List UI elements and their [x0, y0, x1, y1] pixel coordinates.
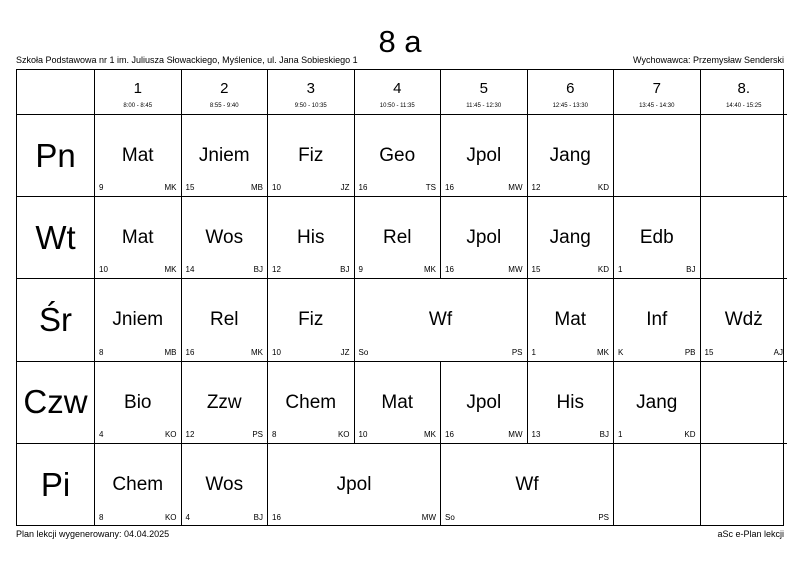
period-number: 6: [566, 80, 575, 97]
lesson-subject: Wos: [205, 227, 244, 249]
lesson-teacher: MK: [164, 265, 177, 275]
school-name: Szkoła Podstawowa nr 1 im. Juliusza Słowackiego, Myślenice, ul. Jana Sobieskiego 1: [16, 55, 358, 65]
lesson-room: 16: [445, 429, 454, 439]
lesson-cell: [441, 444, 614, 526]
software-credit: aSc e-Plan lekcji: [717, 529, 784, 539]
lesson-room: 1: [618, 265, 623, 275]
period-number: 2: [220, 80, 229, 97]
lesson-teacher: JZ: [340, 347, 350, 357]
lesson-room: 8: [99, 512, 104, 522]
lesson-teacher: BJ: [340, 265, 350, 275]
empty-lesson-cell: [701, 197, 788, 279]
lesson-subject: Wdż: [724, 309, 763, 331]
lesson-subject: Mat: [381, 391, 414, 413]
empty-lesson-cell: [701, 362, 788, 444]
day-label: Pi: [17, 444, 95, 526]
lesson-cell: [95, 115, 182, 197]
period-time: 8:00 - 8:45: [123, 103, 153, 109]
lesson-cell: [95, 362, 182, 444]
period-time: 11:45 - 12:30: [466, 103, 502, 109]
lesson-teacher: MW: [421, 512, 436, 522]
period-number: 4: [393, 80, 402, 97]
period-number: 3: [306, 80, 315, 97]
lesson-room: So: [445, 512, 455, 522]
lesson-subject: Rel: [209, 309, 239, 331]
lesson-cell: [614, 279, 701, 361]
lesson-cell: [95, 197, 182, 279]
lesson-room: 9: [99, 183, 104, 193]
lesson-room: 16: [445, 183, 454, 193]
empty-lesson-cell: [701, 115, 788, 197]
period-header: [182, 70, 269, 115]
lesson-cell: [528, 197, 615, 279]
lesson-subject: Rel: [382, 227, 412, 249]
lesson-teacher: MB: [164, 347, 177, 357]
empty-lesson-cell: [614, 115, 701, 197]
lesson-cell: [268, 362, 355, 444]
lesson-subject: Wf: [428, 309, 453, 331]
period-header: [268, 70, 355, 115]
lesson-teacher: PS: [252, 429, 263, 439]
period-time: 13:45 - 14:30: [639, 103, 675, 109]
homeroom-teacher: Wychowawca: Przemysław Senderski: [633, 55, 784, 65]
period-header: [528, 70, 615, 115]
period-header: [614, 70, 701, 115]
lesson-subject: Geo: [379, 145, 416, 166]
lesson-room: 15: [704, 347, 714, 357]
class-title: 8 a: [378, 24, 422, 59]
day-label: Pn: [17, 115, 95, 197]
lesson-room: 12: [185, 429, 195, 439]
lesson-room: 9: [358, 265, 363, 275]
lesson-room: K: [618, 347, 624, 357]
lesson-cell: [182, 115, 269, 197]
generated-date: Plan lekcji wygenerowany: 04.04.2025: [16, 529, 170, 539]
lesson-teacher: KO: [164, 512, 177, 522]
lesson-cell: [182, 197, 269, 279]
lesson-cell: [355, 197, 442, 279]
day-label: Śr: [17, 279, 95, 361]
lesson-room: 1: [618, 429, 623, 439]
lesson-subject: Bio: [124, 391, 152, 413]
lesson-subject: His: [297, 227, 325, 249]
lesson-subject: Jang: [549, 227, 591, 249]
lesson-room: 8: [272, 429, 277, 439]
lesson-room: 15: [185, 183, 195, 193]
lesson-cell: [268, 279, 355, 361]
lesson-subject: Jniem: [198, 145, 250, 166]
period-header: [95, 70, 182, 115]
lesson-teacher: PS: [511, 347, 523, 357]
lesson-cell: [182, 279, 269, 361]
lesson-room: 1: [531, 347, 536, 357]
lesson-cell: [268, 115, 355, 197]
lesson-cell: [95, 279, 182, 361]
lesson-teacher: BJ: [253, 512, 263, 522]
lesson-room: 15: [531, 265, 541, 275]
lesson-cell: [441, 197, 528, 279]
lesson-teacher: JZ: [340, 183, 350, 193]
lesson-subject: Mat: [121, 145, 154, 166]
lesson-teacher: KD: [684, 429, 696, 439]
lesson-room: 10: [272, 347, 281, 357]
lesson-room: 8: [99, 347, 104, 357]
period-number: 7: [652, 80, 661, 97]
lesson-room: So: [358, 347, 369, 357]
lesson-subject: Zzw: [206, 391, 242, 413]
day-label: Czw: [17, 362, 95, 444]
lesson-cell: [441, 362, 528, 444]
lesson-room: 13: [531, 429, 541, 439]
lesson-cell: [614, 197, 701, 279]
lesson-subject: Jpol: [466, 227, 502, 249]
lesson-cell: [528, 362, 615, 444]
lesson-room: 16: [445, 265, 454, 275]
lesson-cell: [701, 279, 788, 361]
lesson-subject: Jpol: [336, 473, 372, 495]
lesson-teacher: PB: [684, 347, 696, 357]
lesson-room: 16: [272, 512, 281, 522]
period-time: 8:55 - 9:40: [209, 103, 239, 109]
lesson-cell: [355, 115, 442, 197]
lesson-room: 10: [358, 429, 368, 439]
lesson-subject: Jang: [636, 391, 678, 413]
lesson-teacher: KD: [597, 183, 609, 193]
lesson-room: 10: [99, 265, 108, 275]
lesson-teacher: MK: [424, 429, 436, 439]
lesson-cell: [355, 362, 442, 444]
lesson-teacher: BJ: [686, 265, 696, 275]
period-time: 12:45 - 13:30: [552, 103, 588, 109]
lesson-cell: [528, 279, 615, 361]
lesson-subject: Jpol: [466, 391, 502, 413]
lesson-cell: [441, 115, 528, 197]
lesson-room: 4: [185, 512, 190, 522]
lesson-teacher: PS: [598, 512, 609, 522]
period-time: 9:50 - 10:35: [294, 103, 327, 109]
empty-lesson-cell: [614, 444, 701, 526]
lesson-cell: [268, 197, 355, 279]
lesson-teacher: MK: [597, 347, 609, 357]
lesson-subject: Fiz: [298, 309, 324, 331]
lesson-cell: [614, 362, 701, 444]
lesson-teacher: TS: [425, 183, 436, 193]
lesson-room: 14: [185, 265, 195, 275]
lesson-cell: [268, 444, 441, 526]
lesson-teacher: BJ: [599, 429, 609, 439]
lesson-subject: Fiz: [298, 145, 324, 166]
lesson-teacher: MK: [424, 265, 436, 275]
period-number: 5: [479, 80, 488, 97]
period-number: 1: [133, 80, 142, 97]
lesson-subject: Mat: [121, 227, 154, 249]
lesson-subject: Wf: [515, 473, 539, 495]
lesson-subject: Jpol: [466, 145, 502, 166]
grid-corner: [17, 70, 95, 115]
lesson-cell: [95, 444, 182, 526]
lesson-subject: Edb: [639, 227, 674, 249]
timetable-grid: [16, 69, 784, 526]
lesson-teacher: BJ: [253, 265, 263, 275]
day-label: Wt: [17, 197, 95, 279]
lesson-teacher: AJ: [773, 347, 783, 357]
lesson-teacher: KO: [337, 429, 350, 439]
period-header: [701, 70, 788, 115]
lesson-teacher: MB: [251, 183, 263, 193]
lesson-subject: Chem: [112, 473, 164, 495]
lesson-room: 16: [185, 347, 195, 357]
empty-lesson-cell: [701, 444, 788, 526]
lesson-teacher: KD: [597, 265, 609, 275]
lesson-teacher: MW: [508, 265, 523, 275]
lesson-cell: [528, 115, 615, 197]
lesson-room: 4: [99, 429, 104, 439]
lesson-teacher: MK: [251, 347, 263, 357]
period-header: [355, 70, 442, 115]
lesson-room: 12: [272, 265, 281, 275]
lesson-cell: [182, 444, 269, 526]
lesson-subject: Inf: [646, 309, 668, 331]
period-header: [441, 70, 528, 115]
lesson-room: 16: [358, 183, 368, 193]
period-number: 8.: [737, 80, 750, 97]
lesson-teacher: MW: [508, 429, 523, 439]
lesson-room: 12: [531, 183, 541, 193]
lesson-subject: His: [556, 391, 584, 413]
lesson-room: 10: [272, 183, 281, 193]
lesson-subject: Jang: [549, 145, 591, 166]
lesson-cell: [182, 362, 269, 444]
lesson-subject: Jniem: [112, 309, 164, 331]
lesson-subject: Chem: [285, 391, 337, 413]
lesson-teacher: MW: [508, 183, 523, 193]
lesson-cell: [355, 279, 528, 361]
lesson-subject: Wos: [205, 473, 244, 495]
period-time: 14:40 - 15:25: [726, 103, 762, 109]
lesson-subject: Mat: [554, 309, 587, 331]
lesson-teacher: KO: [164, 429, 177, 439]
lesson-teacher: MK: [164, 183, 177, 193]
period-time: 10:50 - 11:35: [379, 103, 415, 109]
